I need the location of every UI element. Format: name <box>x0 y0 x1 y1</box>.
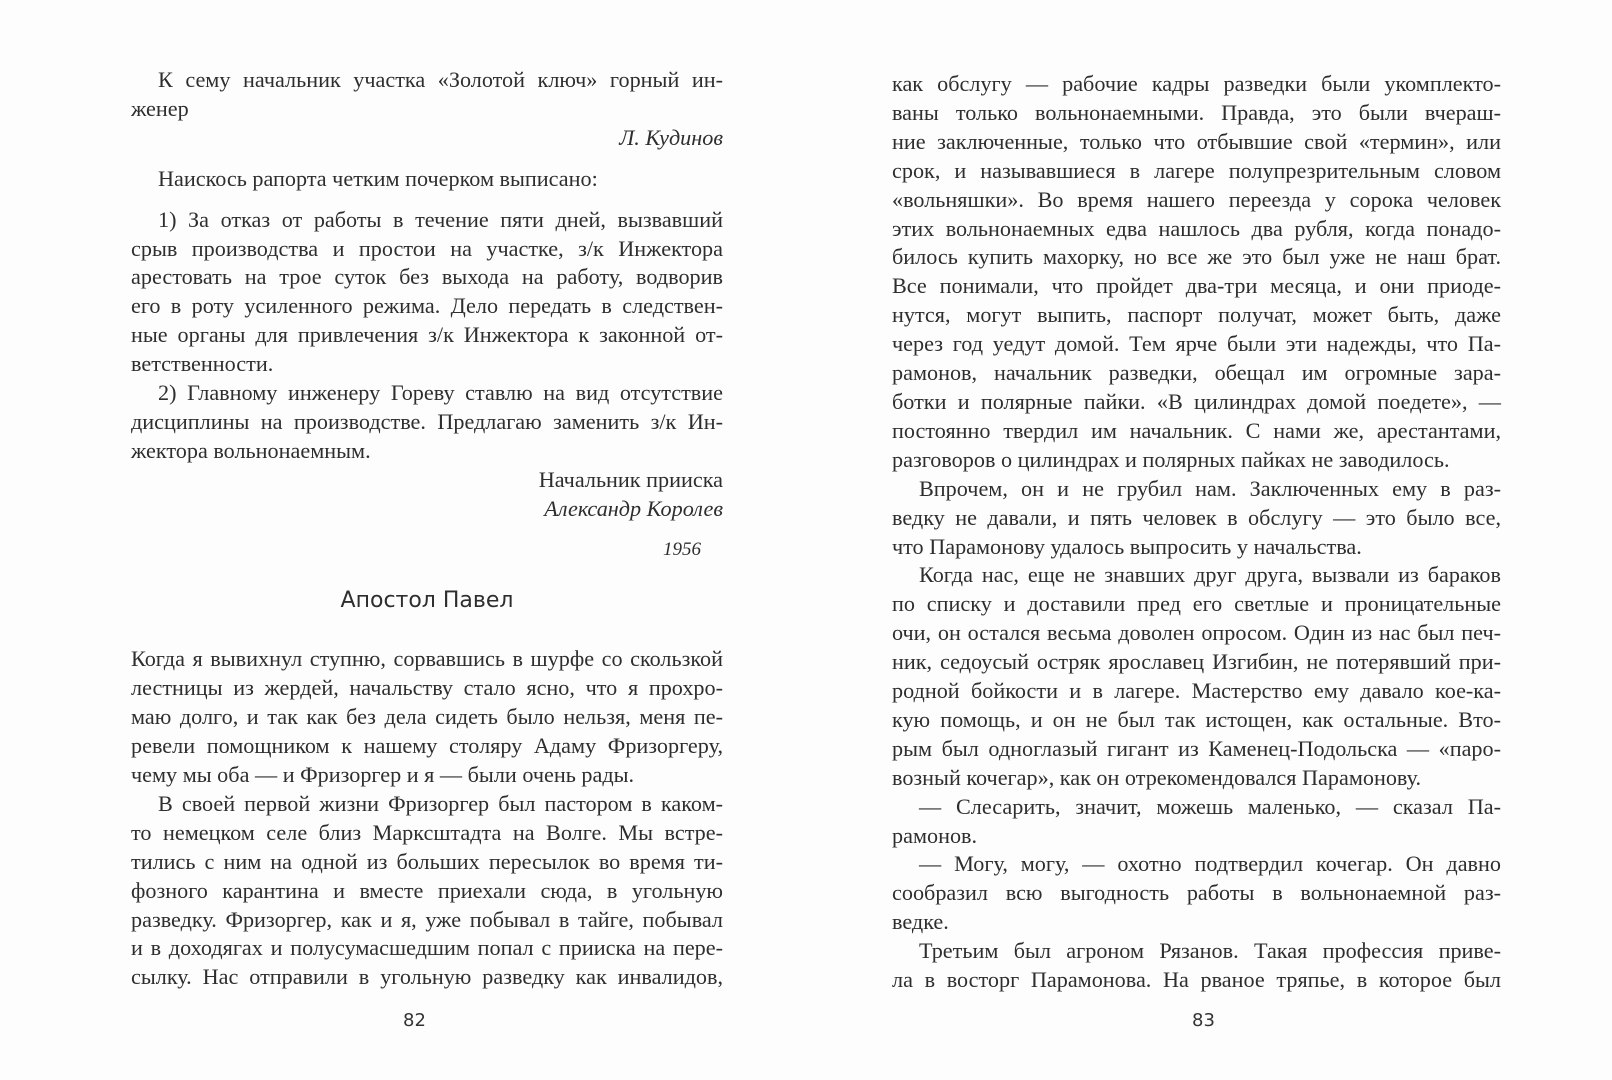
paragraph-2 <box>131 790 723 992</box>
text-line: разведку. Фризоргер, как и я, уже побывал в тайге, побывал <box>131 906 723 932</box>
text-line: фозного карантина и вместе приехали сюда, в угольную <box>131 877 723 903</box>
text-line: арестовать на трое суток без выхода на работу, водворив <box>131 264 723 290</box>
page-number-right: 83 <box>1192 1010 1215 1031</box>
text-line: Третьим был агроном Рязанов. Такая профессия приве- <box>919 938 1501 964</box>
text-line: сылку. Нас отправили в угольную разведку как инвалидов, <box>131 964 723 990</box>
text-line: по списку и доставили пред его светлые и проницательные <box>892 591 1501 617</box>
text-line: Когда я вывихнул ступню, сорвавшись в шурфе со скользкой <box>131 646 723 672</box>
text-line: ла в восторг Парамонова. На рваное тряпье, в которое был <box>892 967 1501 993</box>
text-line: тились с ним на одной из больших пересылок во время ти- <box>131 848 723 874</box>
paragraph-2 <box>892 475 1501 562</box>
text-line: лестницы из жердей, начальству стало ясно, что я прохро- <box>131 675 723 701</box>
right-page-text <box>892 70 1501 995</box>
text-line: разговоров о цилиндрах и полярных пайках не заводилось. <box>892 446 1450 472</box>
text-line: ник, седоусый остряк ярославец Изгибин, не потерявший при- <box>892 649 1501 675</box>
text-line: ваны только вольнонаемными. Правда, это были вчераш- <box>892 99 1501 125</box>
text-line: рамонов, начальник разведки, обещал им огромные зара- <box>892 360 1501 386</box>
text-line: нутся, могут выпить, паспорт получат, может быть, даже <box>892 302 1501 328</box>
text-line: что Парамонову удалось выпросить у начальства. <box>892 533 1362 559</box>
signature-kudinov: Л. Кудинов <box>619 124 723 150</box>
text-line: через год уедут домой. Тем ярче были эти надежды, что Па- <box>892 331 1501 357</box>
signature-title: Начальник прииска <box>538 466 723 492</box>
text-line: жектора вольнонаемным. <box>131 437 371 463</box>
text-line: Когда нас, еще не знавших друг друга, вызвали из бараков <box>919 562 1501 588</box>
text-line: К сему начальник участка «Золотой ключ» горный ин- <box>158 67 723 92</box>
text-line: билось купить махорку, но все же это был уже не наш брат. <box>892 244 1501 270</box>
text-line: родной бойкости и в лагере. Мастерство ему давало кое-ка- <box>892 678 1501 704</box>
text-line: 2) Главному инженеру Гореву ставлю на вид отсутствие <box>158 380 723 406</box>
resolution-intro: Наискось рапорта четким почерком выписано: <box>158 165 598 191</box>
resolution-item-2 <box>131 379 723 466</box>
resolution-item-1 <box>131 206 723 379</box>
text-line: рамонов. <box>892 822 978 848</box>
text-line: его в роту усиленного режима. Дело передать в следствен- <box>131 293 723 319</box>
text-line: женер <box>131 95 189 121</box>
text-line: ботки и полярные пайки. «В цилиндрах домой поедете», — <box>892 388 1501 414</box>
paragraph-1 <box>131 645 723 790</box>
text-line: В своей первой жизни Фризоргер был пастором в каком- <box>158 790 723 816</box>
text-line: — Слесарить, значит, можешь маленько, — сказал Па- <box>919 793 1501 819</box>
text-line: очи, он остался весьма доволен опросом. Один из нас был печ- <box>892 620 1501 646</box>
paragraph-5 <box>892 850 1501 937</box>
text-line: ведку не давали, и пять человек в обслугу — это было все, <box>892 504 1501 530</box>
paragraph-continued <box>892 70 1501 475</box>
text-line: чему мы оба — и Фризоргер и я — были очень рады. <box>131 762 635 788</box>
text-line: ведке. <box>892 909 949 935</box>
text-line: ревели помощником к нашему столяру Адаму Фризоргеру, <box>131 733 723 759</box>
page-number-left: 82 <box>403 1010 426 1031</box>
text-line: 1) За отказ от работы в течение пяти дней, вызвавший <box>158 206 723 232</box>
text-line: Все понимали, что пройдет два-три месяца, и они приоде- <box>892 273 1501 299</box>
right-page <box>806 0 1612 1080</box>
text-line: срок, и называвшиеся в лагере полупрезрительным словом <box>892 157 1501 183</box>
text-line: сообразил всю выгодность работы в вольнонаемной раз- <box>892 880 1501 906</box>
paragraph-4 <box>892 793 1501 851</box>
text-line: срыв производства и простои на участке, з/к Инжектора <box>131 235 723 261</box>
text-line: ветственности. <box>131 351 274 377</box>
chapter-title: Апостол Павел <box>340 587 514 613</box>
text-line: рым был одноглазый гигант из Каменец-Подольска — «паро- <box>892 735 1501 761</box>
text-line: Впрочем, он и не грубил нам. Заключенных ему в раз- <box>919 475 1501 501</box>
signature-name: Александр Королев <box>544 495 723 521</box>
text-line: «вольняшки». Во время нашего переезда у сорока человек <box>892 186 1501 212</box>
text-line: возный кочегар», как он отрекомендовался Парамонову. <box>892 764 1422 790</box>
paragraph-3 <box>892 561 1501 792</box>
text-line: этих вольнонаемных едва нашлось два рубля, когда понадо- <box>892 215 1501 241</box>
text-line: как обслугу — рабочие кадры разведки были укомплекто- <box>892 71 1501 96</box>
story-year: 1956 <box>663 538 701 560</box>
text-line: постоянно твердил им начальник. С нами же, арестантами, <box>892 417 1501 443</box>
text-line: маю долго, и так как без дела сидеть было нельзя, меня пе- <box>131 704 723 730</box>
text-line: кую помощь, и он не был так истощен, как остальные. Вто- <box>892 706 1501 732</box>
text-line: ные органы для привлечения з/к Инжектора к законной от- <box>131 322 723 348</box>
text-line: дисциплины на производстве. Предлагаю заменить з/к Ин- <box>131 408 723 434</box>
text-line: то немецком селе близ Марксштадта на Волге. Мы встре- <box>131 819 723 845</box>
report-tail <box>131 66 723 153</box>
left-page-text <box>131 66 723 992</box>
text-line: — Могу, могу, — охотно подтвердил кочегар. Он давно <box>919 851 1501 877</box>
paragraph-6 <box>892 937 1501 995</box>
text-line: ние заключенные, только что отбывшие свой «термин», или <box>892 128 1501 154</box>
text-line: и в доходягах и полусумасшедшим попал с прииска на пере- <box>131 935 723 961</box>
